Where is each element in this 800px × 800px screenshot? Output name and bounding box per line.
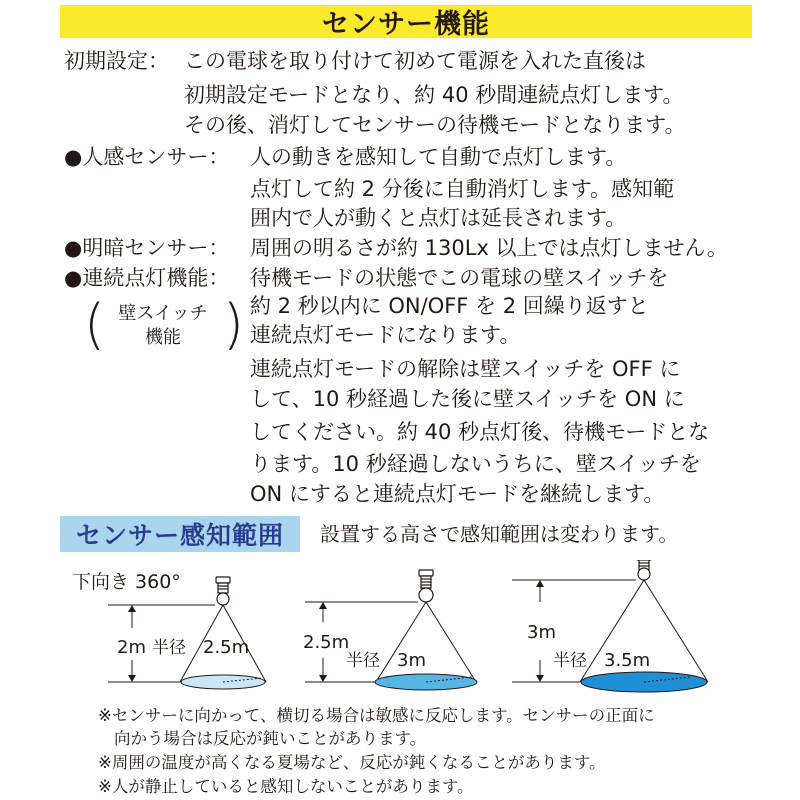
bulb-icon [637,560,651,580]
diagram-1 [108,577,266,689]
note-1-cont: 向かう場合は反応が鈍いことがあります。 [114,729,427,748]
continuous-line-2: 約 2 秒以内に ON/OFF を 2 回繰り返すと [250,294,649,318]
range-note: 設置する高さで感知範囲は変わります。 [320,522,679,546]
continuous-line-7: ります。10 秒経過しないうちに、壁スイッチを [250,452,701,476]
initial-line-1: この電球を取り付けて初めて電源を入れた直後は [184,49,646,73]
section-title-bar [60,5,752,38]
radius-word-1: 半径 [152,638,186,658]
initial-label: 初期設定： [64,49,169,73]
wall-switch-sublabel [84,293,244,358]
direction-label: 下向き 360° [72,571,181,593]
light-label: ●明暗センサー： [64,236,230,260]
radius-label-1: 2.5m [203,637,250,658]
sublabel-line-1: 壁スイッチ [118,303,208,324]
initial-line-2: 初期設定モードとなり、約 40 秒間連続点灯します。 [184,83,684,107]
radius-label-3: 3.5m [604,650,651,671]
sublabel-line-2: 機能 [145,327,181,348]
height-label-2: 2.5m [303,632,350,653]
continuous-line-6: してください。約 40 秒点灯後、待機モードとな [250,420,710,444]
continuous-line-5: して、10 秒経過した後に壁スイッチを ON に [250,387,685,411]
light-line-1: 周囲の明るさが約 130Lx 以上では点灯しません。 [250,236,728,260]
radius-word-3: 半径 [553,651,587,671]
note-3: ※人が静止していると感知しないことがあります。 [98,777,474,796]
continuous-line-4: 連続点灯モードの解除は壁スイッチを OFF に [250,357,681,381]
continuous-line-3: 連続点灯モードになります。 [250,323,521,347]
close-paren-icon: ) [222,293,244,356]
motion-label: ●人感センサー： [64,145,230,169]
diagram-2 [303,570,477,690]
height-label-3: 3m [527,622,556,643]
radius-word-2: 半径 [346,651,380,671]
height-label-1: 2m [117,637,146,658]
range-diagram [0,560,800,700]
note-2: ※周囲の温度が高くなる夏場など、反応が鈍くなることがあります。 [98,753,606,772]
continuous-line-8: ON にすると連続点灯モードを継続します。 [250,482,665,506]
initial-line-3: その後、消灯してセンサーの待機モードとなります。 [184,113,686,137]
radius-label-2: 3m [397,650,426,671]
bulb-icon [216,577,230,605]
open-paren-icon: ( [84,293,106,356]
diagram-3 [512,560,708,692]
section-title: センサー機能 [322,9,490,40]
motion-line-1: 人の動きを感知して自動で点灯します。 [250,145,627,169]
continuous-line-1: 待機モードの状態でこの電球の壁スイッチを [250,266,669,290]
range-title-bar [60,516,300,552]
continuous-label: ●連続点灯機能： [64,266,230,290]
range-title: センサー感知範囲 [75,521,284,550]
motion-line-3: 囲内で人が動くと点灯は延長されます。 [250,206,627,230]
motion-line-2: 点灯して約 2 分後に自動消灯します。感知範 [250,177,675,201]
note-1: ※センサーに向かって、横切る場合は敏感に反応します。センサーの正面に [98,706,655,725]
bulb-icon [419,570,433,602]
